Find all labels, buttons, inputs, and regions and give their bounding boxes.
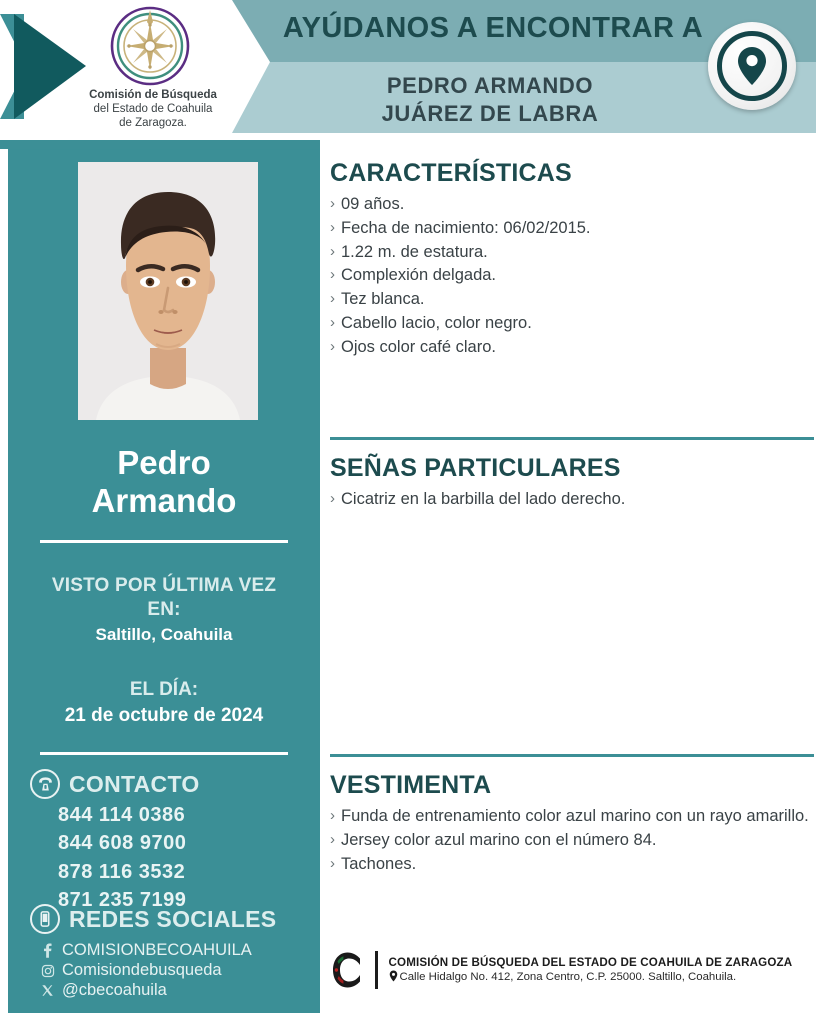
sidebar-person-name-line1: Pedro <box>117 444 211 481</box>
telephone-icon <box>30 769 60 799</box>
section-divider <box>330 437 814 440</box>
social-media-heading <box>30 904 276 934</box>
header-underbar <box>0 140 320 149</box>
footer-text <box>389 956 793 985</box>
list-item-text: Tez blanca. <box>341 290 425 308</box>
caracteristicas-list <box>330 193 816 359</box>
sidebar-person-name <box>8 444 320 520</box>
list-item <box>330 805 816 829</box>
sidebar <box>8 149 320 1013</box>
list-item-text: Cabello lacio, color negro. <box>341 313 532 332</box>
last-seen-label-line2: EN: <box>147 598 181 620</box>
bullet-chevron-icon: › <box>330 854 335 872</box>
poster-header <box>0 0 816 133</box>
facebook-handle: COMISIONBECOAHUILA <box>62 941 252 959</box>
phone-number[interactable]: 844 114 0386 <box>58 804 186 826</box>
vestimenta-list <box>330 805 816 876</box>
sidebar-divider-2 <box>40 752 288 755</box>
bullet-chevron-icon: › <box>330 242 335 260</box>
senas-list <box>330 488 816 512</box>
sidebar-person-name-line2: Armando <box>91 481 237 519</box>
mobile-phone-icon <box>30 904 60 934</box>
list-item <box>330 193 816 217</box>
page-title: AYÚDANOS A ENCONTRAR A <box>282 12 704 44</box>
list-item <box>330 312 816 336</box>
senas-heading: SEÑAS PARTICULARES <box>330 454 621 482</box>
list-item-text: Complexión delgada. <box>341 266 497 285</box>
bullet-chevron-icon: › <box>330 290 335 307</box>
list-item <box>330 288 816 312</box>
phone-number[interactable]: 844 608 9700 <box>58 832 187 855</box>
list-item-text: Ojos color café claro. <box>341 337 496 356</box>
bullet-chevron-icon: › <box>330 313 335 331</box>
contact-heading <box>30 769 200 799</box>
comision-c-logo-icon <box>330 951 364 989</box>
portrait-photo <box>78 162 258 420</box>
footer-org-name: COMISIÓN DE BÚSQUEDA DEL ESTADO DE COAHUILA DE ZARAGOZA <box>388 955 793 969</box>
bullet-chevron-icon: › <box>330 490 335 507</box>
section-divider <box>330 754 814 757</box>
map-pin-ring <box>717 31 787 101</box>
last-seen-date-label: EL DÍA: <box>129 679 199 700</box>
footer-separator <box>375 951 378 989</box>
missing-person-name-line1: PEDRO ARMANDO <box>386 73 594 98</box>
list-item <box>330 264 816 288</box>
bullet-chevron-icon: › <box>330 195 335 212</box>
list-item <box>330 217 816 241</box>
phone-list <box>58 801 186 915</box>
bullet-chevron-icon: › <box>330 807 335 824</box>
x-twitter-icon <box>40 983 55 999</box>
instagram-icon <box>40 963 55 979</box>
organization-name <box>58 88 248 130</box>
bullet-chevron-icon: › <box>330 266 335 284</box>
facebook-icon <box>40 943 55 959</box>
missing-person-name-line2: JUÁREZ DE LABRA <box>381 101 599 127</box>
poster-footer <box>330 940 816 1000</box>
list-item-text: Funda de entrenamiento color azul marino con un rayo amarillo. <box>341 807 809 825</box>
footer-address: Calle Hidalgo No. 412, Zona Centro, C.P. 25000. Saltillo, Coahuila. <box>399 971 737 983</box>
list-item-text: Jersey color azul marino con el número 84. <box>341 830 657 849</box>
list-item <box>330 853 816 877</box>
map-pin-icon <box>735 45 769 87</box>
list-item <box>330 336 816 360</box>
last-seen-block <box>8 574 320 645</box>
social-links-list <box>40 941 252 1001</box>
phone-number[interactable]: 878 116 3532 <box>58 860 186 883</box>
phone-number[interactable]: 871 235 7199 <box>58 889 187 912</box>
sidebar-divider-1 <box>40 540 288 543</box>
list-item-text: Fecha de nacimiento: 06/02/2015. <box>341 218 591 237</box>
caracteristicas-heading: CARACTERÍSTICAS <box>330 159 572 187</box>
map-pin-badge <box>708 22 796 110</box>
list-item-text: 1.22 m. de estatura. <box>341 242 488 261</box>
social-link-instagram[interactable] <box>40 961 252 980</box>
list-item <box>330 488 816 512</box>
list-item <box>330 829 816 853</box>
contact-title: CONTACTO <box>69 770 200 797</box>
social-link-facebook[interactable] <box>40 941 252 960</box>
last-seen-label-line1: VISTO POR ÚLTIMA VEZ <box>51 575 277 596</box>
section-caracteristicas <box>330 159 816 359</box>
org-line-3: de Zaragoza. <box>119 117 187 130</box>
last-seen-date-block <box>8 679 320 727</box>
compass-rose-seal-icon <box>110 6 190 86</box>
missing-person-full-name <box>300 72 680 128</box>
org-line-2: del Estado de Coahuila <box>93 103 213 116</box>
list-item-text: Tachones. <box>341 854 417 873</box>
map-pin-small-icon <box>389 970 398 985</box>
section-vestimenta <box>330 754 816 876</box>
social-link-x[interactable] <box>40 981 252 1000</box>
vestimenta-heading: VESTIMENTA <box>330 771 492 799</box>
list-item <box>330 241 816 265</box>
section-senas-particulares <box>330 437 816 512</box>
org-line-1: Comisión de Búsqueda <box>89 89 217 101</box>
bullet-chevron-icon: › <box>330 830 335 848</box>
bullet-chevron-icon: › <box>330 337 335 355</box>
bullet-chevron-icon: › <box>330 218 335 236</box>
footer-address-row <box>389 970 793 985</box>
instagram-handle: Comisiondebusqueda <box>62 961 222 980</box>
x-handle: @cbecoahuila <box>62 981 167 1000</box>
list-item-text: Cicatriz en la barbilla del lado derecho. <box>341 490 626 508</box>
social-media-title: REDES SOCIALES <box>69 905 277 932</box>
last-seen-date-value: 21 de octubre de 2024 <box>64 705 264 726</box>
last-seen-place: Saltillo, Coahuila <box>95 624 233 644</box>
avatar <box>78 162 258 420</box>
list-item-text: 09 años. <box>341 195 405 213</box>
